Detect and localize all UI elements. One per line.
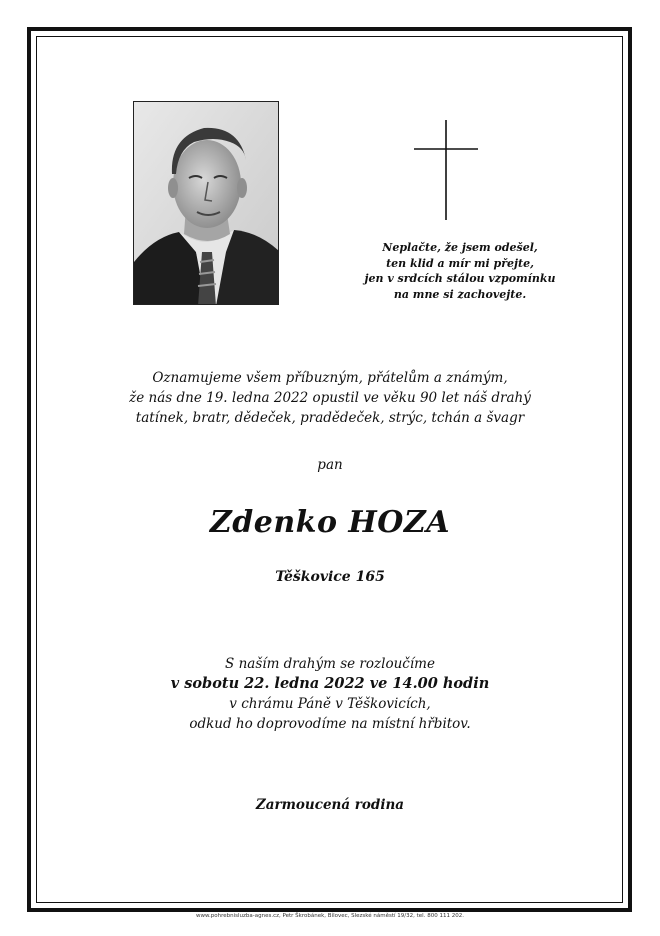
ceremony-date: v sobotu 22. ledna 2022 ve 14.00 hodin xyxy=(170,675,490,692)
verse-line: Neplačte, že jsem odešel, xyxy=(382,241,538,254)
cross-icon xyxy=(412,120,482,220)
ceremony-line: S naším drahým se rozloučíme xyxy=(225,656,435,672)
memorial-verse xyxy=(340,240,580,302)
ceremony-info xyxy=(60,654,600,734)
verse-line: jen v srdcích stálou vzpomínku xyxy=(364,272,556,285)
verse-line: ten klid a mír mi přejte, xyxy=(386,256,534,270)
ceremony-line: v chrámu Páně v Těškovicích, xyxy=(229,696,431,712)
verse-line: na mne si zachovejte. xyxy=(393,287,527,301)
footer-contact: www.pohrebnisluzba-agnes.cz, Petr Škrobánek, Bílovec, Slezské náměstí 19/32, tel. 800 111 202. xyxy=(196,913,464,919)
announcement-line: tatínek, bratr, dědeček, pradědeček, strýc, tchán a švagr xyxy=(135,410,525,426)
family-signature: Zarmoucená rodina xyxy=(255,797,405,813)
announcement-line: Oznamujeme všem příbuzným, přátelům a známým, xyxy=(152,370,508,386)
ceremony-line: odkud ho doprovodíme na místní hřbitov. xyxy=(189,716,471,732)
announcement-line: že nás dne 19. ledna 2022 opustil ve věku 90 let náš drahý xyxy=(129,390,531,406)
portrait-icon xyxy=(134,102,279,305)
deceased-address: Těškovice 165 xyxy=(275,569,385,585)
title-prefix: pan xyxy=(317,457,343,473)
portrait-photo xyxy=(133,101,279,305)
deceased-name: Zdenko HOZA xyxy=(209,505,451,540)
death-announcement xyxy=(80,368,580,428)
